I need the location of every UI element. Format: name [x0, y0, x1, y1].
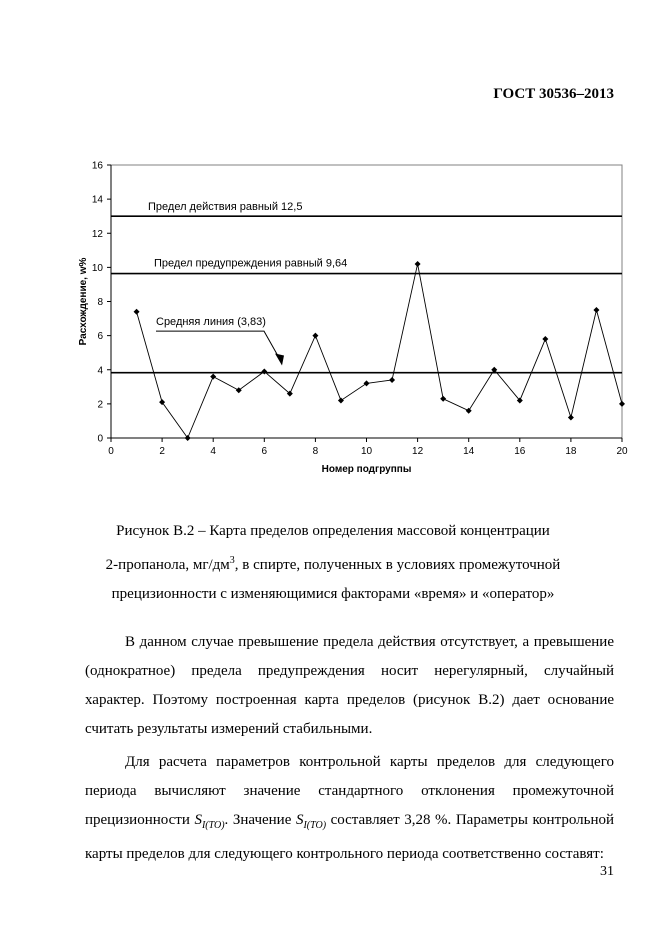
data-point — [312, 333, 318, 339]
caption-line-2: 2-пропанола, $мг/дм^3$, в спирте, полученных в условиях промежуточной — [105, 555, 561, 573]
x-tick-label: 20 — [616, 446, 628, 457]
control-chart — [74, 150, 634, 485]
x-tick-label: 16 — [514, 446, 526, 457]
data-point — [542, 336, 548, 342]
center-line-label: Средняя линия (3,83) — [156, 316, 266, 329]
y-tick-label: 14 — [91, 194, 103, 206]
caption-line-3: прецизионности с изменяющимися факторами «время» и «оператор» — [111, 586, 555, 602]
y-tick-label: 8 — [97, 297, 103, 308]
data-point — [389, 377, 395, 383]
x-axis-label: Номер подгруппы — [321, 464, 412, 475]
warning-limit-label: Предел предупреждения равный 9,64 — [154, 257, 348, 270]
x-tick-label: 18 — [565, 446, 577, 457]
body-text — [85, 628, 614, 869]
series-line — [137, 264, 622, 438]
data-point — [466, 408, 472, 414]
data-point — [593, 307, 599, 313]
data-point — [415, 261, 421, 267]
data-point — [159, 399, 165, 405]
data-point — [364, 380, 370, 386]
data-point — [134, 309, 140, 315]
data-series — [134, 261, 625, 441]
data-point — [338, 397, 344, 403]
y-tick-label: 2 — [97, 399, 103, 411]
chart-labels — [78, 161, 628, 476]
reference-lines — [111, 216, 622, 372]
data-point — [440, 396, 446, 402]
x-tick-label: 6 — [261, 446, 268, 457]
x-tick-label: 2 — [159, 446, 165, 457]
x-tick-label: 8 — [312, 446, 319, 457]
caption-line-1: Рисунок В.2 – Карта пределов определения массовой концентрации — [116, 523, 550, 539]
data-point — [568, 415, 574, 421]
data-point — [210, 374, 216, 380]
action-limit-label: Предел действия равный 12,5 — [148, 201, 303, 214]
x-tick-label: 10 — [360, 446, 373, 457]
page-number: 31 — [600, 864, 614, 879]
figure-caption — [60, 517, 606, 609]
y-tick-label: 10 — [91, 262, 103, 274]
y-tick-label: 12 — [91, 228, 103, 240]
y-tick-label: 16 — [91, 160, 103, 172]
paragraph-2: Для расчета параметров контрольной карты пределов для следующего периода вычисляют значение стандартного отклонения промежуточной прецизионности $S_{I(TO)}$. Значение $S_{I(TO)}$ составляет 3,28 %. Параметры контрольной карты пределов для следующего контрольного периода соответственно составят: — [85, 754, 615, 862]
data-point — [619, 401, 625, 407]
paragraph-1: В данном случае превышение предела действия отсутствует, а превышение (однократное) предела предупреждения носит нерегулярный, случайный характер. Поэтому построенная карта пределов (рисунок В.2) дает основание считать результаты измерений стабильными. — [85, 634, 614, 737]
y-tick-label: 6 — [97, 331, 103, 343]
x-tick-label: 4 — [210, 446, 216, 457]
document-code: ГОСТ 30536–2013 — [493, 86, 614, 102]
x-tick-label: 14 — [463, 446, 475, 457]
x-tick-label: 12 — [412, 446, 424, 457]
center-line-arrowhead — [275, 353, 284, 365]
y-axis-label: Расхождение, w% — [78, 257, 89, 346]
center-line-callout — [156, 331, 280, 359]
y-tick-label: 4 — [97, 365, 103, 377]
x-tick-label: 0 — [108, 446, 114, 457]
data-point — [185, 435, 191, 441]
y-tick-label: 0 — [97, 433, 103, 445]
